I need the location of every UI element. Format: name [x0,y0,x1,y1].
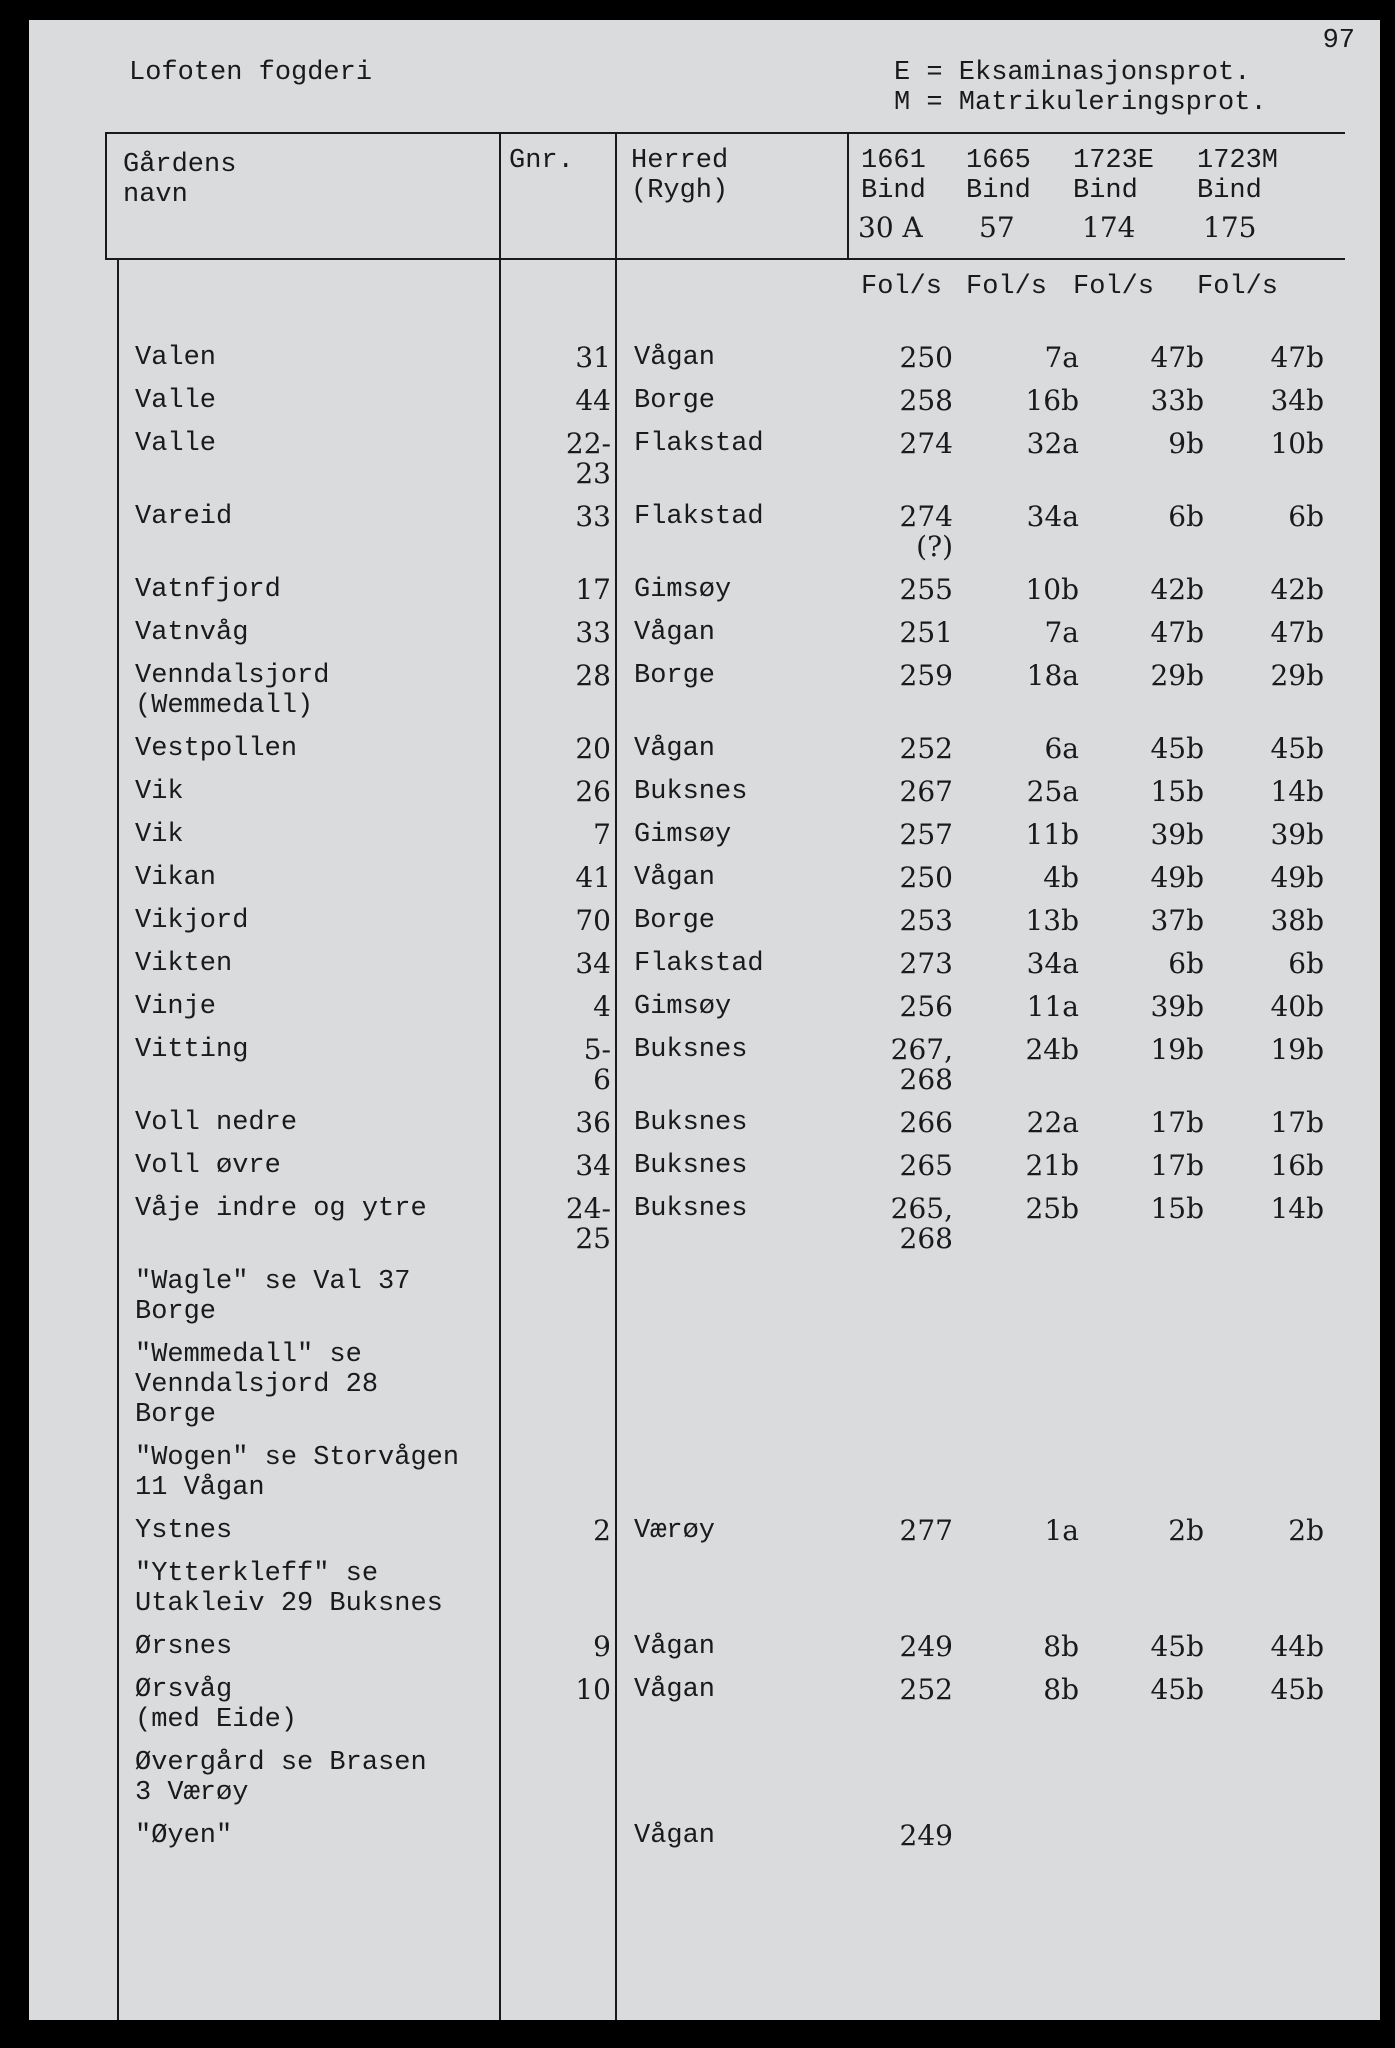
farm-name: Vik [135,777,184,807]
gnr-cell: 41 [575,861,611,894]
herred-cell: Borge [634,906,716,936]
col-header-1661: 1661 Bind [861,146,926,206]
folio-1723e: 49b [1150,861,1204,894]
col-header-1665: 1665 Bind [966,146,1031,206]
herred-cell: Buksnes [634,1151,748,1181]
folio-1723e: 17b [1150,1106,1204,1139]
folio-1723e: 39b [1150,990,1204,1023]
folio-1661: 265, 268 [890,1192,953,1255]
folio-1665: 7a [1044,341,1079,374]
folio-1723m: 17b [1270,1106,1324,1139]
farm-name: Vestpollen [135,734,298,764]
farm-name: Vatnfjord [135,575,281,605]
herred-cell: Værøy [634,1516,716,1546]
herred-cell: Vågan [634,734,716,764]
farm-name: Vikan [135,863,217,893]
folio-1723m: 16b [1270,1149,1324,1182]
folio-1723m: 38b [1270,904,1324,937]
gnr-cell: 36 [575,1106,611,1139]
farm-name: "Øyen" [135,1821,233,1851]
farm-name: Øvergård se Brasen 3 Værøy [135,1748,427,1808]
gnr-cell: 26 [575,775,611,808]
folio-1723m: 45b [1270,732,1324,765]
document-page [29,20,1380,2020]
folio-1661: 259 [899,659,953,692]
farm-name: "Ytterkleff" se Utakleiv 29 Buksnes [135,1559,443,1619]
folio-1665: 25b [1025,1192,1079,1225]
herred-cell: Buksnes [634,1108,748,1138]
folio-1723e: 29b [1150,659,1204,692]
farm-name: Ystnes [135,1516,233,1546]
farm-name: "Wogen" se Storvågen 11 Vågan [135,1443,460,1503]
herred-cell: Gimsøy [634,820,732,850]
folio-1661: 265 [899,1149,953,1182]
gnr-cell: 34 [575,947,611,980]
farm-name: Vareid [135,502,233,532]
farm-name: Venndalsjord (Wemmedall) [135,661,330,721]
folio-1723e: 42b [1150,573,1204,606]
farm-name: Ørsnes [135,1632,233,1662]
farm-name: Voll øvre [135,1151,281,1181]
folio-1723e: 37b [1150,904,1204,937]
herred-cell: Gimsøy [634,575,732,605]
gnr-cell: 2 [593,1514,611,1547]
bind-1723e: 174 [1082,211,1136,244]
folio-1723m: 14b [1270,1192,1324,1225]
folio-1661: 273 [899,947,953,980]
folio-1665: 10b [1025,573,1079,606]
folio-1661: 267, 268 [890,1033,953,1096]
folio-1723m: 6b [1288,947,1324,980]
folio-1665: 1a [1044,1514,1079,1547]
farm-name: Vatnvåg [135,618,249,648]
col-header-1723e: 1723E Bind [1073,146,1155,206]
folio-1665: 18a [1026,659,1079,692]
gnr-cell: 22- 23 [565,427,611,490]
folio-1723m: 44b [1270,1630,1324,1663]
folio-1723m: 39b [1270,818,1324,851]
gnr-cell: 34 [575,1149,611,1182]
gnr-cell: 33 [575,616,611,649]
folio-1723m: 47b [1270,341,1324,374]
folio-1723e: 45b [1150,1630,1204,1663]
folio-1661: 252 [899,1673,953,1706]
farm-name: Valen [135,343,217,373]
folio-1661: 277 [899,1514,953,1547]
page-number: 97 [1322,26,1355,56]
gnr-cell: 5- 6 [583,1033,611,1096]
folio-1723e: 17b [1150,1149,1204,1182]
gnr-cell: 9 [593,1630,611,1663]
gnr-cell: 70 [575,904,611,937]
folio-1723m: 45b [1270,1673,1324,1706]
gnr-cell: 31 [575,341,611,374]
folio-1723m: 19b [1270,1033,1324,1066]
folio-1723e: 45b [1150,732,1204,765]
folio-1665: 32a [1026,427,1079,460]
gnr-cell: 10 [575,1673,611,1706]
gnr-cell: 7 [593,818,611,851]
folio-1661: 252 [899,732,953,765]
folio-1723e: 33b [1150,384,1204,417]
fol-label: Fol/s [1197,272,1279,302]
folio-1665: 6a [1044,732,1079,765]
folio-1723e: 9b [1168,427,1204,460]
herred-cell: Vågan [634,618,716,648]
herred-cell: Borge [634,386,716,416]
folio-1661: 256 [899,990,953,1023]
col-header-herred: Herred (Rygh) [631,146,729,206]
page-title: Lofoten fogderi [129,58,373,88]
gnr-cell: 28 [575,659,611,692]
folio-1723e: 47b [1150,341,1204,374]
legend-m: M = Matrikuleringsprot. [894,88,1267,118]
folio-1723e: 19b [1150,1033,1204,1066]
folio-1661: 266 [899,1106,953,1139]
folio-1661: 255 [899,573,953,606]
herred-cell: Flakstad [634,429,764,459]
folio-1661: 250 [899,341,953,374]
folio-1723e: 6b [1168,947,1204,980]
farm-name: Valle [135,386,217,416]
folio-1661: 267 [899,775,953,808]
herred-cell: Borge [634,661,716,691]
fol-label: Fol/s [861,272,943,302]
folio-1723m: 10b [1270,427,1324,460]
folio-1665: 21b [1025,1149,1079,1182]
farm-name: Ørsvåg (med Eide) [135,1675,298,1735]
folio-1723e: 39b [1150,818,1204,851]
col-header-1723m: 1723M Bind [1197,146,1279,206]
folio-1661: 274 (?) [899,500,953,563]
folio-1661: 250 [899,861,953,894]
herred-cell: Vågan [634,1821,716,1851]
folio-1665: 22a [1026,1106,1079,1139]
gnr-cell: 17 [575,573,611,606]
folio-1723e: 15b [1150,1192,1204,1225]
folio-1665: 25a [1026,775,1079,808]
fol-label: Fol/s [1073,272,1155,302]
herred-cell: Flakstad [634,949,764,979]
folio-1723e: 15b [1150,775,1204,808]
folio-1665: 7a [1044,616,1079,649]
herred-cell: Flakstad [634,502,764,532]
herred-cell: Buksnes [634,1035,748,1065]
farm-name: Vikten [135,949,233,979]
herred-cell: Vågan [634,863,716,893]
bind-1723m: 175 [1203,211,1257,244]
folio-1723m: 14b [1270,775,1324,808]
folio-1665: 13b [1025,904,1079,937]
folio-1665: 4b [1043,861,1079,894]
folio-1665: 16b [1025,384,1079,417]
folio-1723m: 40b [1270,990,1324,1023]
folio-1723m: 42b [1270,573,1324,606]
folio-1665: 34a [1026,500,1079,533]
folio-1661: 249 [899,1819,953,1852]
farm-name: Vikjord [135,906,249,936]
farm-name: Vitting [135,1035,249,1065]
herred-cell: Vågan [634,1675,716,1705]
farm-name: Våje indre og ytre [135,1194,427,1224]
herred-cell: Buksnes [634,777,748,807]
folio-1661: 274 [899,427,953,460]
farm-name: Voll nedre [135,1108,298,1138]
herred-cell: Vågan [634,1632,716,1662]
bind-1661: 30 A [858,211,923,244]
folio-1723m: 6b [1288,500,1324,533]
folio-1665: 24b [1025,1033,1079,1066]
farm-name: "Wagle" se Val 37 Borge [135,1267,411,1327]
folio-1723m: 2b [1288,1514,1324,1547]
folio-1723m: 29b [1270,659,1324,692]
folio-1665: 34a [1026,947,1079,980]
folio-1661: 258 [899,384,953,417]
farm-name: "Wemmedall" se Venndalsjord 28 Borge [135,1340,379,1430]
fol-label: Fol/s [966,272,1048,302]
folio-1723m: 49b [1270,861,1324,894]
bind-1665: 57 [979,211,1015,244]
gnr-cell: 20 [575,732,611,765]
legend-e: E = Eksaminasjonsprot. [894,58,1251,88]
folio-1665: 11a [1026,990,1079,1023]
herred-cell: Buksnes [634,1194,748,1224]
col-header-gnr: Gnr. [509,146,574,176]
folio-1661: 251 [899,616,953,649]
folio-1723e: 6b [1168,500,1204,533]
folio-1723e: 2b [1168,1514,1204,1547]
folio-1661: 253 [899,904,953,937]
folio-1723e: 45b [1150,1673,1204,1706]
col-header-name: Gårdens navn [123,150,237,210]
herred-cell: Gimsøy [634,992,732,1022]
folio-1661: 257 [899,818,953,851]
folio-1723e: 47b [1150,616,1204,649]
folio-1665: 8b [1043,1673,1079,1706]
farm-name: Vik [135,820,184,850]
gnr-cell: 33 [575,500,611,533]
folio-1665: 8b [1043,1630,1079,1663]
farm-name: Vinje [135,992,217,1022]
folio-1723m: 34b [1270,384,1324,417]
folio-1665: 11b [1025,818,1079,851]
folio-1661: 249 [899,1630,953,1663]
gnr-cell: 44 [575,384,611,417]
gnr-cell: 24- 25 [565,1192,611,1255]
herred-cell: Vågan [634,343,716,373]
gnr-cell: 4 [593,990,611,1023]
folio-1723m: 47b [1270,616,1324,649]
farm-name: Valle [135,429,217,459]
